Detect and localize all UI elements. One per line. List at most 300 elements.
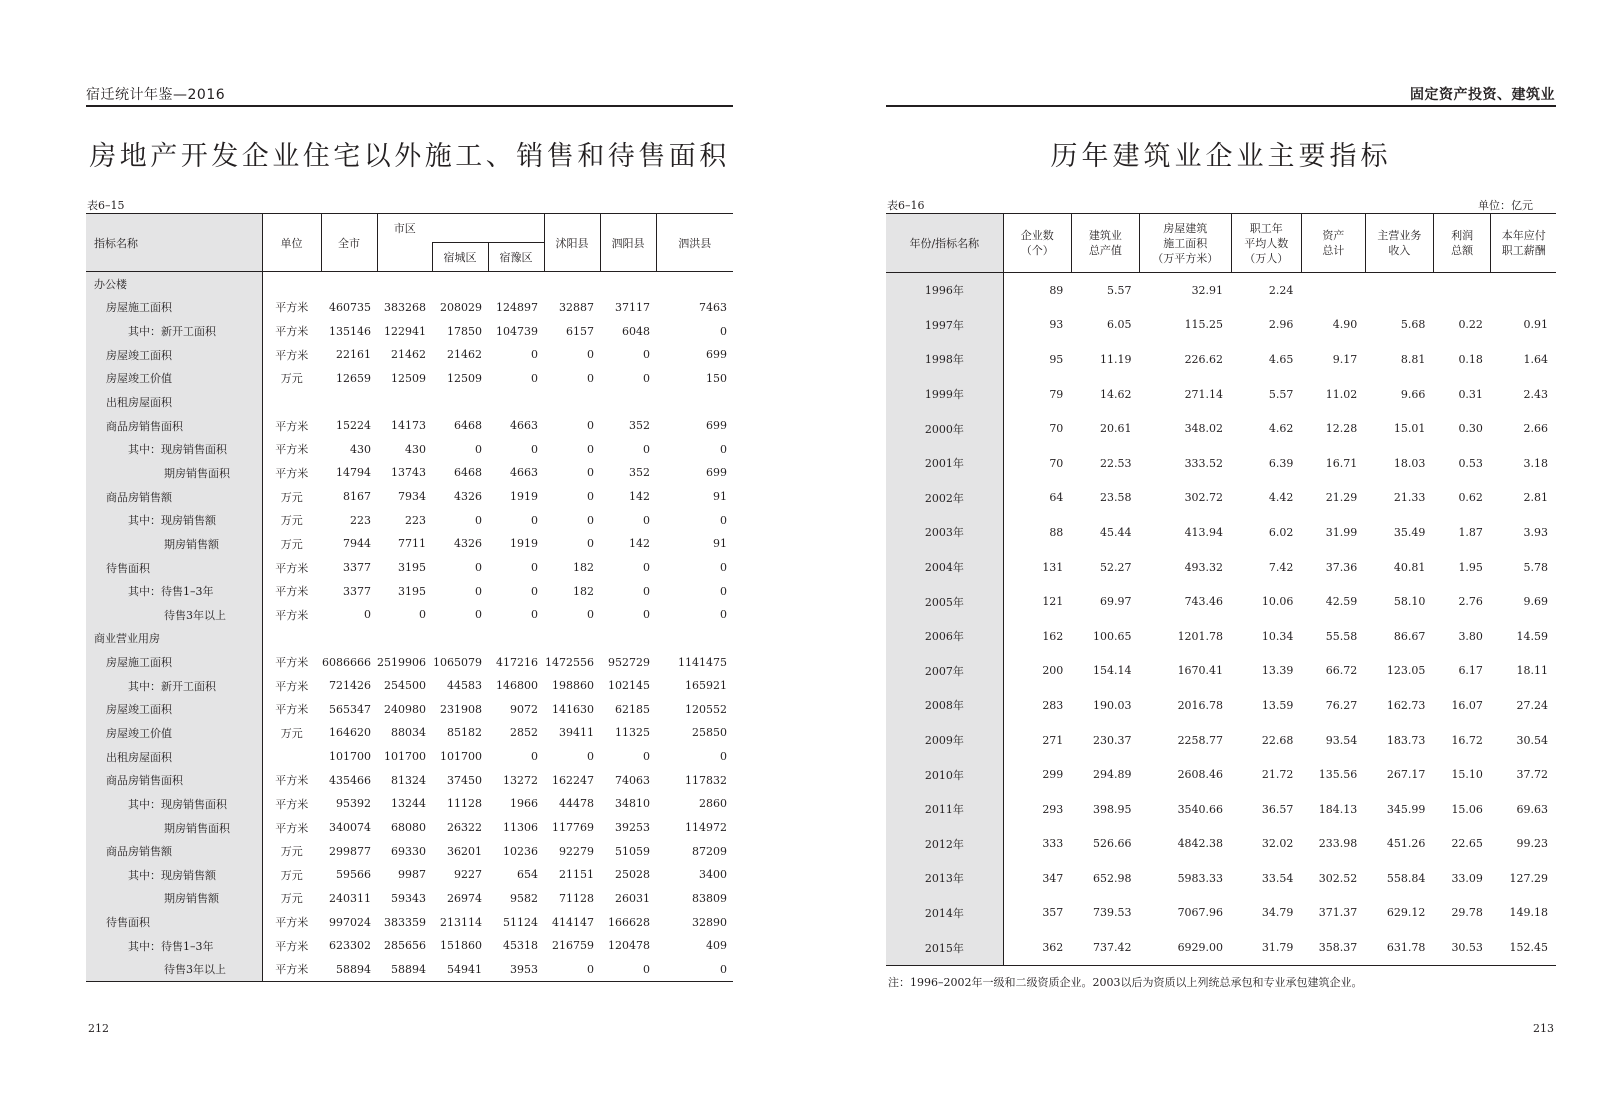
cell-value: 451.26 <box>1386 837 1426 851</box>
cell-value: 383268 <box>384 300 426 314</box>
cell-value: 21462 <box>391 348 426 362</box>
cell-value: 347 <box>1042 871 1064 885</box>
header-siyang: 泗阳县 <box>600 214 656 272</box>
cell-value <box>1301 273 1365 308</box>
cell-value: 7944 <box>343 537 371 551</box>
cell-value: 699 <box>706 466 727 480</box>
cell-value: 435466 <box>329 773 371 787</box>
cell-value: 25850 <box>692 726 727 740</box>
row-name: 其中：现房销售面积 <box>86 792 262 816</box>
cell-value: 271 <box>1042 733 1064 747</box>
cell-value: 0 <box>656 958 733 982</box>
row-unit: 平方米 <box>275 585 309 599</box>
cell-value: 5.78 <box>1523 560 1548 574</box>
row-unit <box>262 627 321 651</box>
cell-value: 0 <box>419 608 426 622</box>
cell-value: 32887 <box>559 300 594 314</box>
cell-value: 0 <box>643 442 650 456</box>
row-year: 2003年 <box>886 515 1003 550</box>
cell-value: 45318 <box>503 939 538 953</box>
row-unit: 平方米 <box>275 939 309 953</box>
table-row <box>886 688 1556 723</box>
cell-value <box>600 627 656 651</box>
cell-value: 430 <box>405 442 426 456</box>
row-unit: 万元 <box>280 892 303 906</box>
cell-value: 333.52 <box>1184 456 1224 470</box>
cell-value: 114972 <box>685 821 727 835</box>
cell-value: 352 <box>629 466 650 480</box>
header-revenue: 主营业务 收入 <box>1365 214 1433 273</box>
running-head: 宿迁统计年鉴—2016 <box>86 87 226 103</box>
cell-value: 0 <box>531 608 538 622</box>
cell-value: 0.31 <box>1458 387 1483 401</box>
row-name: 商品房销售面积 <box>86 414 262 438</box>
cell-value: 565347 <box>329 702 371 716</box>
cell-value: 6086666 <box>322 655 371 669</box>
cell-value: 26322 <box>447 821 482 835</box>
cell-value: 413.94 <box>1184 525 1224 539</box>
cell-value: 55.58 <box>1325 629 1358 643</box>
cell-value: 104739 <box>496 324 538 338</box>
cell-value: 213114 <box>440 915 482 929</box>
cell-value <box>432 390 488 414</box>
row-name: 期房销售面积 <box>86 461 262 485</box>
table-row <box>86 603 733 627</box>
cell-value: 9227 <box>454 868 482 882</box>
left-page <box>0 0 800 1099</box>
header-urban-span <box>432 214 544 243</box>
cell-value: 699 <box>706 419 727 433</box>
cell-value: 293 <box>1042 802 1064 816</box>
table-row <box>886 273 1556 308</box>
cell-value: 6.05 <box>1106 318 1132 332</box>
cell-value: 0.53 <box>1458 456 1483 470</box>
cell-value: 10.34 <box>1261 629 1294 643</box>
cell-value: 6048 <box>622 324 650 338</box>
cell-value: 526.66 <box>1092 837 1132 851</box>
cell-value: 62185 <box>615 702 650 716</box>
page-number: 212 <box>88 1022 109 1035</box>
cell-value: 15.06 <box>1451 802 1483 816</box>
cell-value: 0.30 <box>1458 422 1483 436</box>
header-name: 指标名称 <box>86 214 262 272</box>
row-name: 房屋竣工价值 <box>86 721 262 745</box>
cell-value: 14.59 <box>1516 629 1548 643</box>
cell-value: 127.29 <box>1509 871 1548 885</box>
cell-value: 1141475 <box>678 655 727 669</box>
cell-value: 2.43 <box>1523 387 1548 401</box>
table-row <box>86 367 733 391</box>
cell-value: 85182 <box>447 726 482 740</box>
cell-value: 0 <box>643 750 650 764</box>
cell-value: 208029 <box>440 300 482 314</box>
row-name: 其中：新开工面积 <box>86 674 262 698</box>
cell-value: 0 <box>531 561 538 574</box>
cell-value: 58894 <box>321 958 377 982</box>
cell-value: 2.66 <box>1523 422 1548 436</box>
cell-value: 22.65 <box>1451 837 1483 851</box>
cell-value: 198860 <box>552 679 594 693</box>
cell-value: 20.61 <box>1099 422 1132 436</box>
cell-value: 37117 <box>615 300 650 314</box>
cell-value: 33.54 <box>1261 871 1294 885</box>
header-sihong: 泗洪县 <box>656 214 733 272</box>
cell-value: 146800 <box>496 679 538 693</box>
cell-value: 34810 <box>615 797 650 811</box>
cell-value: 345.99 <box>1386 802 1426 816</box>
cell-value: 30.53 <box>1433 930 1491 965</box>
table-number: 表6–16 <box>887 199 925 212</box>
header-urban-blank <box>377 243 432 272</box>
row-year: 2006年 <box>886 619 1003 654</box>
row-name: 房屋施工面积 <box>86 296 262 320</box>
cell-value: 44583 <box>447 679 482 693</box>
cell-value: 13.39 <box>1261 664 1294 678</box>
cell-value: 460735 <box>329 300 371 314</box>
cell-value: 430 <box>350 442 371 456</box>
row-unit: 平方米 <box>275 608 309 622</box>
cell-value: 13743 <box>391 466 426 480</box>
cell-value: 101700 <box>440 750 482 764</box>
cell-value: 12.28 <box>1325 422 1358 436</box>
header-wages: 本年应付 职工薪酬 <box>1491 214 1556 273</box>
cell-value: 22.53 <box>1099 456 1132 470</box>
cell-value <box>321 390 377 414</box>
cell-value: 11128 <box>447 797 482 811</box>
cell-value <box>600 272 656 296</box>
header-profit: 利润 总额 <box>1433 214 1491 273</box>
cell-value: 162 <box>1042 629 1064 643</box>
table-row <box>886 930 1556 965</box>
cell-value: 93 <box>1049 318 1064 332</box>
cell-value: 120478 <box>608 939 650 953</box>
cell-value: 743.46 <box>1184 595 1224 609</box>
cell-value: 22161 <box>336 348 371 362</box>
cell-value <box>377 272 432 296</box>
cell-value: 8167 <box>343 490 371 504</box>
cell-value: 4663 <box>510 466 538 480</box>
cell-value: 652.98 <box>1092 871 1132 885</box>
cell-value: 3195 <box>398 561 426 574</box>
cell-value: 64 <box>1049 491 1064 505</box>
cell-value: 0 <box>587 490 594 504</box>
cell-value: 294.89 <box>1092 768 1132 782</box>
cell-value: 1919 <box>510 537 538 551</box>
cell-value: 51059 <box>615 844 650 858</box>
cell-value: 17850 <box>447 324 482 338</box>
cell-value: 0 <box>531 442 538 456</box>
cell-value: 18.03 <box>1393 456 1426 470</box>
row-name: 房屋施工面积 <box>86 650 262 674</box>
cell-value: 1472556 <box>545 655 594 669</box>
cell-value <box>1365 273 1433 308</box>
cell-value: 340074 <box>329 821 371 835</box>
header-unit: 单位 <box>262 214 321 272</box>
cell-value: 40.81 <box>1393 560 1426 574</box>
cell-value: 70 <box>1049 422 1064 436</box>
row-year: 2000年 <box>886 411 1003 446</box>
cell-value: 21.33 <box>1393 491 1426 505</box>
cell-value: 493.32 <box>1184 560 1224 574</box>
cell-value: 267.17 <box>1386 768 1426 782</box>
cell-value: 44478 <box>559 797 594 811</box>
cell-value: 95 <box>1049 352 1064 366</box>
cell-value: 184.13 <box>1318 802 1358 816</box>
table-row <box>86 792 733 816</box>
cell-value: 162.73 <box>1386 698 1426 712</box>
cell-value: 0 <box>587 466 594 480</box>
cell-value: 152.45 <box>1491 930 1556 965</box>
table-number: 表6–15 <box>87 199 125 212</box>
cell-value: 182 <box>573 561 594 574</box>
cell-value: 25028 <box>615 868 650 882</box>
table-row <box>86 627 733 651</box>
cell-value: 3953 <box>488 958 544 982</box>
table-row <box>86 650 733 674</box>
cell-value: 34.79 <box>1261 906 1294 920</box>
cell-value: 299 <box>1042 768 1064 782</box>
cell-value: 0 <box>720 513 727 527</box>
cell-value: 11325 <box>615 726 650 740</box>
cell-value: 0 <box>643 371 650 385</box>
cell-value: 87209 <box>692 844 727 858</box>
table-row <box>86 768 733 792</box>
cell-value: 117769 <box>552 821 594 835</box>
row-unit: 万元 <box>280 490 303 504</box>
row-name: 商品房销售面积 <box>86 768 262 792</box>
cell-value: 0 <box>587 513 594 527</box>
cell-value <box>656 627 733 651</box>
cell-value: 0 <box>720 561 727 574</box>
cell-value: 131 <box>1042 560 1064 574</box>
cell-value: 2860 <box>699 797 727 811</box>
cell-value: 135146 <box>329 324 371 338</box>
cell-value <box>377 627 432 651</box>
cell-value: 59343 <box>391 891 426 905</box>
row-name: 期房销售面积 <box>86 816 262 840</box>
row-unit: 平方米 <box>275 656 309 670</box>
row-year: 2008年 <box>886 688 1003 723</box>
cell-value: 357 <box>1042 906 1064 920</box>
row-unit: 万元 <box>280 372 303 386</box>
cell-value: 166628 <box>608 915 650 929</box>
header-urban: 市区 <box>377 214 432 243</box>
cell-value: 0 <box>531 750 538 764</box>
cell-value: 18.11 <box>1516 664 1548 678</box>
header-output: 建筑业 总产值 <box>1071 214 1139 273</box>
row-year: 2007年 <box>886 654 1003 689</box>
table-row <box>86 816 733 840</box>
table-row <box>886 861 1556 896</box>
cell-value: 997024 <box>329 915 371 929</box>
head-rule <box>86 105 733 107</box>
cell-value: 88 <box>1049 525 1064 539</box>
cell-value: 5.57 <box>1268 387 1294 401</box>
cell-value: 1670.41 <box>1177 664 1224 678</box>
table-row <box>886 619 1556 654</box>
table-row <box>886 757 1556 792</box>
cell-value: 0.22 <box>1458 318 1483 332</box>
cell-value: 12509 <box>391 371 426 385</box>
row-unit: 万元 <box>280 514 303 528</box>
cell-value: 121 <box>1042 595 1064 609</box>
cell-value: 123.05 <box>1386 664 1426 678</box>
cell-value <box>600 390 656 414</box>
cell-value: 4.65 <box>1268 352 1294 366</box>
table-row <box>886 515 1556 550</box>
cell-value: 721426 <box>329 679 371 693</box>
cell-value: 15.01 <box>1393 422 1426 436</box>
cell-value: 15.10 <box>1451 768 1483 782</box>
cell-value: 115.25 <box>1184 318 1224 332</box>
cell-value <box>1491 273 1556 308</box>
cell-value: 1.95 <box>1458 560 1483 574</box>
cell-value: 4.42 <box>1268 491 1294 505</box>
header-enterprises: 企业数 （个） <box>1003 214 1071 273</box>
cell-value: 371.37 <box>1318 906 1358 920</box>
cell-value: 30.54 <box>1516 733 1548 747</box>
cell-value: 21.29 <box>1325 491 1358 505</box>
cell-value: 0 <box>475 608 482 622</box>
cell-value: 117832 <box>685 773 727 787</box>
cell-value: 358.37 <box>1301 930 1365 965</box>
cell-value: 21.72 <box>1261 768 1294 782</box>
row-name: 其中：新开工面积 <box>86 319 262 343</box>
cell-value: 409 <box>706 939 727 953</box>
row-year: 2005年 <box>886 584 1003 619</box>
table-row <box>86 343 733 367</box>
header-shuyang: 沭阳县 <box>544 214 600 272</box>
cell-value: 362 <box>1003 930 1071 965</box>
cell-value: 3540.66 <box>1177 802 1224 816</box>
row-unit: 平方米 <box>275 466 309 480</box>
row-name: 期房销售额 <box>86 532 262 556</box>
cell-value: 2608.46 <box>1177 768 1224 782</box>
cell-value: 4.90 <box>1332 318 1358 332</box>
row-unit: 平方米 <box>275 325 309 339</box>
cell-value: 223 <box>405 513 426 527</box>
cell-value: 0.91 <box>1523 318 1548 332</box>
cell-value: 6.39 <box>1268 456 1294 470</box>
table-row <box>86 721 733 745</box>
cell-value <box>321 627 377 651</box>
table-row <box>86 319 733 343</box>
cell-value: 142 <box>629 537 650 551</box>
cell-value: 21462 <box>447 348 482 362</box>
cell-value: 36201 <box>447 844 482 858</box>
cell-value: 26974 <box>447 891 482 905</box>
cell-value: 11.19 <box>1099 352 1132 366</box>
cell-value: 54941 <box>432 958 488 982</box>
row-year: 2015年 <box>886 930 1003 965</box>
cell-value: 3.18 <box>1523 456 1548 470</box>
cell-value: 31.79 <box>1231 930 1301 965</box>
cell-value: 190.03 <box>1092 698 1132 712</box>
cell-value: 200 <box>1042 664 1064 678</box>
row-name: 房屋竣工面积 <box>86 343 262 367</box>
cell-value: 22.68 <box>1261 733 1294 747</box>
row-unit: 万元 <box>280 537 303 551</box>
cell-value: 0 <box>643 608 650 622</box>
row-unit: 平方米 <box>262 958 321 982</box>
right-page <box>800 0 1609 1099</box>
header-staff: 职工年 平均人数 （万人） <box>1231 214 1301 273</box>
cell-value: 9987 <box>398 868 426 882</box>
cell-value: 7067.96 <box>1177 906 1224 920</box>
cell-value: 93.54 <box>1325 733 1358 747</box>
cell-value: 141630 <box>552 702 594 716</box>
cell-value: 164620 <box>329 726 371 740</box>
cell-value: 10236 <box>503 844 538 858</box>
cell-value: 0.18 <box>1458 352 1483 366</box>
cell-value: 12659 <box>336 371 371 385</box>
cell-value: 16.07 <box>1451 698 1483 712</box>
cell-value: 7463 <box>699 300 727 314</box>
cell-value: 3195 <box>398 584 426 598</box>
cell-value: 5983.33 <box>1177 871 1224 885</box>
cell-value: 32890 <box>692 915 727 929</box>
cell-value: 165921 <box>685 679 727 693</box>
row-name: 商品房销售额 <box>86 839 262 863</box>
cell-value: 302.72 <box>1184 491 1224 505</box>
row-name: 其中：待售1–3年 <box>86 934 262 958</box>
cell-value: 16.72 <box>1451 733 1483 747</box>
table-row <box>86 437 733 461</box>
cell-value: 91 <box>713 490 727 504</box>
cell-value: 149.18 <box>1509 906 1548 920</box>
cell-value <box>377 390 432 414</box>
cell-value: 0 <box>364 608 371 622</box>
cell-value <box>488 627 544 651</box>
table-row <box>86 910 733 934</box>
cell-value <box>488 390 544 414</box>
cell-value: 2.81 <box>1523 491 1548 505</box>
cell-value: 383359 <box>384 915 426 929</box>
cell-value: 91 <box>713 537 727 551</box>
cell-value: 6.02 <box>1268 525 1294 539</box>
cell-value: 59566 <box>336 868 371 882</box>
cell-value: 101700 <box>329 750 371 764</box>
header-floor-area: 房屋建筑 施工面积 （万平方米） <box>1139 214 1231 273</box>
cell-value: 3400 <box>699 868 727 882</box>
cell-value: 5.57 <box>1106 283 1132 297</box>
cell-value: 66.72 <box>1325 664 1358 678</box>
cell-value: 0 <box>720 324 727 338</box>
cell-value: 0 <box>544 958 600 982</box>
table-row <box>86 485 733 509</box>
cell-value: 2852 <box>510 726 538 740</box>
cell-value: 51124 <box>503 915 538 929</box>
table-row <box>886 377 1556 412</box>
table-row <box>86 461 733 485</box>
cell-value: 9.66 <box>1400 387 1426 401</box>
cell-value: 1919 <box>510 490 538 504</box>
table-row <box>86 745 733 769</box>
table-row <box>86 390 733 414</box>
header-sucheng: 宿城区 <box>432 243 488 272</box>
cell-value: 6929.00 <box>1139 930 1231 965</box>
row-name: 办公楼 <box>86 272 262 296</box>
cell-value: 4326 <box>454 537 482 551</box>
cell-value: 0 <box>643 584 650 598</box>
cell-value: 0.62 <box>1458 491 1483 505</box>
unit-note: 单位：亿元 <box>1478 199 1533 212</box>
cell-value: 89 <box>1049 283 1064 297</box>
cell-value: 74063 <box>615 773 650 787</box>
cell-value: 0 <box>531 513 538 527</box>
cell-value: 92279 <box>559 844 594 858</box>
cell-value: 0 <box>475 561 482 574</box>
